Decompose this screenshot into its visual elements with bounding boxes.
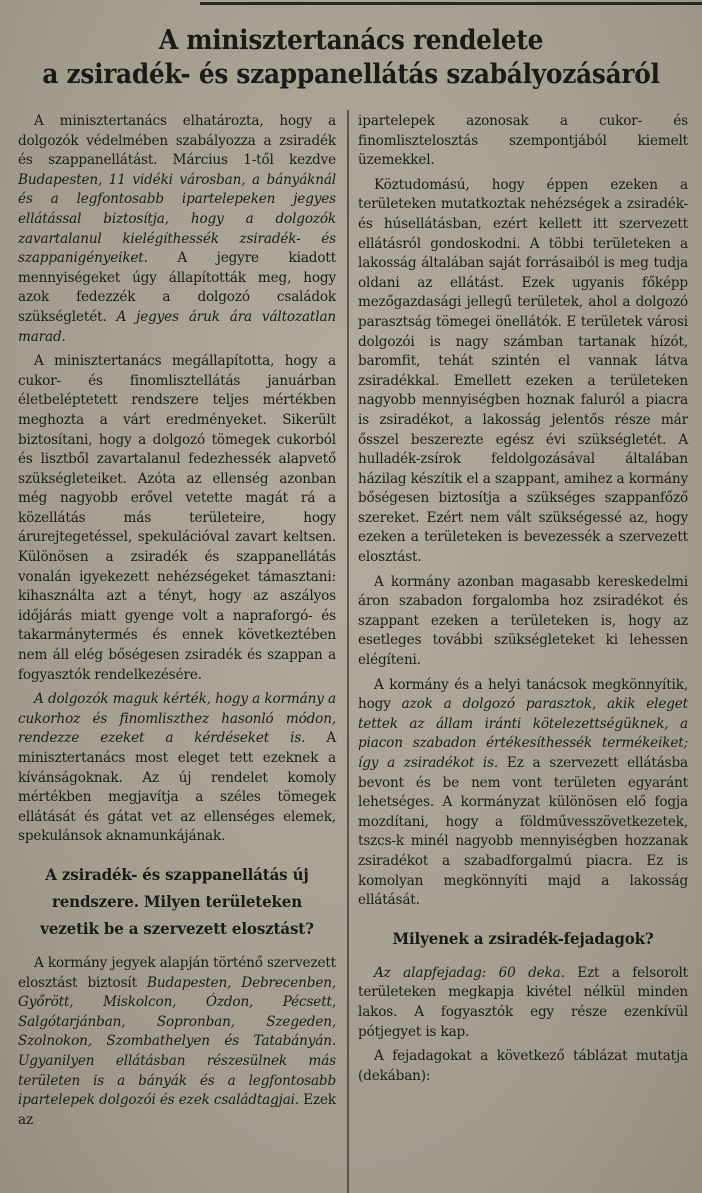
left-column xyxy=(18,112,336,1130)
paragraph: A dolgozók maguk kérték, hogy a kormány a cukorhoz és finomliszthez hasonló módon, rendezze ezeket a kérdéseket is. A minisztertanács most eleget tett ezeknek a kívánságoknak. Az új rendelet komoly mértékben megjavítja a széles tömegek ellátását és gátat vet az ellenséges elemek, spekulánsok aknamunkájának. xyxy=(18,691,336,845)
column-divider xyxy=(347,110,349,1193)
paragraph: A minisztertanács elhatározta, hogy a dolgozók védelmében szabályozza a zsiradék és szappanellátást. Március 1-től kezdve Budapesten, 11 vidéki városban, a bányáknál és a legfontosabb ipartelepeken jegyes ellátással biztosítja, hogy a dolgozók zavartalanul kielégíthessék zsiradék- és szappanigényeiket. A jegyre kiadott mennyiségeket úgy állapították meg, hogy azok fedezzék a dolgozó családok szükségletét. A jegyes áruk ára változatlan marad. xyxy=(18,113,336,345)
top-rule xyxy=(200,2,702,5)
right-column xyxy=(358,112,688,1086)
headline-line-2: a zsiradék- és szappanellátás szabályozásáról xyxy=(42,59,660,90)
paragraph: Köztudomású, hogy éppen ezeken a területeken mutatkoztak nehézségek a zsiradék- és húsellátásban, ezért kellett itt szervezett ellátásról gondoskodni. A többi területeken a lakosság általában saját forrásaiból is meg tudja oldani az ellátást. Ezek ugyanis főképp mezőgazdasági jellegű területek, ahol a dolgozó parasztság tömegei önellátók. E területek városi dolgozói is nagy számban tartanak hízót, baromfit, tehát szintén el vannak látva zsiradékkal. Emellett ezeken a területeken nagyobb mennyiségben hoznak faluról a piacra is zsiradékot, a lakosság jelentős része már ősszel beszerezte egész évi szükségletét. A hulladék-zsírok feldolgozásával általában házilag készítik el a szappant, amihez a kormány bőségesen biztosítja a szükséges szappanfőző szereket. Ezért nem vált szükségessé az, hogy ezeken a területeken is bevezessék a szervezett elosztást. xyxy=(358,176,688,566)
paragraph: A fejadagokat a következő táblázat mutatja (dekában): xyxy=(358,1048,688,1084)
headline xyxy=(28,24,674,92)
paragraph: A kormány jegyek alapján történő szervezett elosztást biztosít Budapesten, Debrecenben, Győrött, Miskolcon, Ózdon, Pécsett, Salgótarjánban, Sopronban, Szegeden, Szolnokon, Szombathelyen és Tatabányán. Ugyanilyen ellátásban részesülnek más területen is a bányák és a legfontosabb ipartelepek dolgozói és ezek családtagjai. Ezek az xyxy=(18,954,336,1128)
paragraph: A kormány és a helyi tanácsok megkönnyítik, hogy azok a dolgozó parasztok, akik eleget tettek az állam iránti kötelezettségüknek, a piacon szabadon értékesíthessék termékeiket; így a zsiradékot is. Ez a szervezett ellátásba bevont és be nem vont területen egyaránt lehetséges. A kormányzat különösen elő fogja mozdítani, hogy a földművesszövetkezetek, tszcs-k minél nagyobb mennyiségben hozzanak zsiradékot a szabadforgalmú piacra. Ez is komolyan megkönnyíti majd a lakosság ellátását. xyxy=(358,676,688,909)
paragraph: ipartelepek azonosak a cukor- és finomlisztelosztás szempontjából kiemelt üzemekkel. xyxy=(358,113,688,169)
subheading: A zsiradék- és szappanellátás új rendszere. Milyen területeken vezetik be a szervezett elosztást? xyxy=(40,864,314,938)
subheading: Milyenek a zsiradék-fejadagok? xyxy=(392,928,654,948)
paragraph: A kormány azonban magasabb kereskedelmi áron szabadon forgalomba hoz zsiradékot és szappant ezeken a területeken is, hogy az esetleges további szükségleteket ki lehessen elégíteni. xyxy=(358,573,688,669)
headline-line-1: A minisztertanács rendelete xyxy=(158,25,544,56)
paragraph: A minisztertanács megállapította, hogy a cukor- és finomlisztellátás januárban életbeléptetett rendszere teljes mértékben meghozta a várt eredményeket. Sikerült biztosítani, hogy a dolgozó tömegek cukorból és lisztből zavartalanul fedezhessék alapvető szükségleteiket. Azóta az ellenség azonban még nagyobb erővel vetette magát rá a közellátás más területeire, hogy árurejtegetéssel, spekulációval zavart keltsen. Különösen a zsiradék és szappanellátás vonalán igyekezett nehézségeket támasztani: kihasználta azt a tényt, hogy az aszályos időjárás miatt gyenge volt a napraforgó- és takarmánytermés és ennek következtében nem áll elég bőségesen zsiradék és szappan a fogyasztók rendelkezésére. xyxy=(18,353,336,683)
paragraph: Az alapfejadag: 60 deka. Ezt a felsorolt területeken megkapja kivétel nélkül minden lakos. A fogyasztók egy része ezenkívül pótjegyet is kap. xyxy=(358,964,688,1040)
